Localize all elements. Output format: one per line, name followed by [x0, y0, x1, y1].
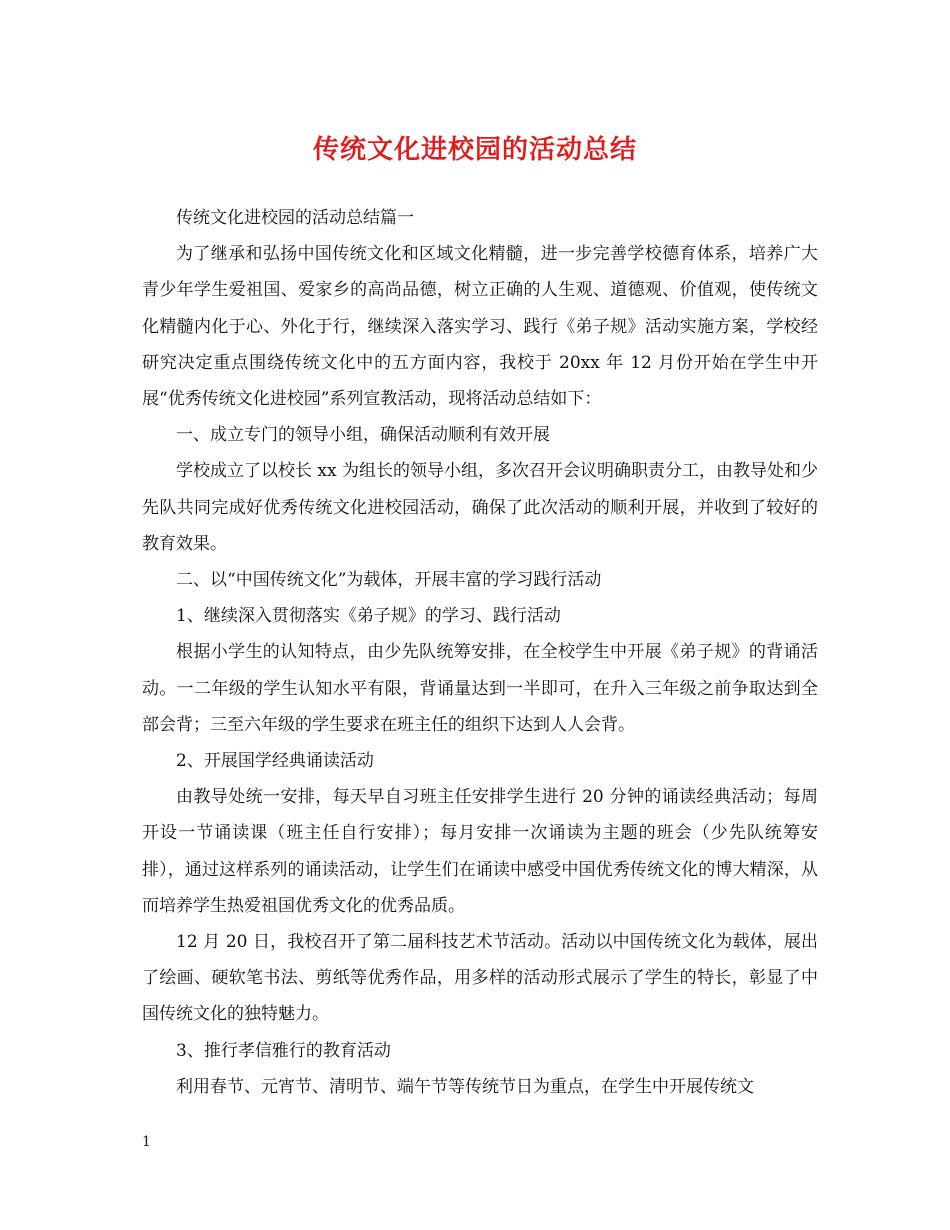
body-paragraph: 由教导处统一安排，每天早自习班主任安排学生进行 20 分钟的诵读经典活动；每周开设一节诵读课（班主任自行安排）；每月安排一次诵读为主题的班会（少先队统筹安排），通过这样系列的诵读活动，让学生们在诵读中感受中国优秀传统文化的博大精深，从而培养学生热爱祖国优秀文化的优秀品质。 — [142, 787, 818, 916]
section-heading: 二、以“中国传统文化”为载体，开展丰富的学习践行活动 — [176, 570, 602, 591]
body-paragraph: 学校成立了以校长 xx 为组长的领导小组，多次召开会议明确职责分工，由教导处和少先队共同完成好优秀传统文化进校园活动，确保了此次活动的顺利开展，并收到了较好的教育效果。 — [142, 461, 818, 554]
document-title: 传统文化进校园的活动总结 — [312, 135, 637, 165]
document-body — [142, 200, 818, 1105]
section-heading: 传统文化进校园的活动总结篇一 — [176, 208, 414, 228]
body-paragraph: 12 月 20 日，我校召开了第二届科技艺术节活动。活动以中国传统文化为载体，展出了绘画、硬软笔书法、剪纸等优秀作品，用多样的活动形式展示了学生的特长，彰显了中国传统文化的独特魅力。 — [142, 932, 818, 1025]
subsection-heading: 1、继续深入贯彻落实《弟子规》的学习、践行活动 — [176, 606, 561, 627]
body-paragraph: 利用春节、元宵节、清明节、端午节等传统节日为重点，在学生中开展传统文 — [176, 1076, 754, 1097]
section-heading: 一、成立专门的领导小组，确保活动顺利有效开展 — [176, 425, 550, 446]
page-number: 1 — [142, 1134, 151, 1150]
body-paragraph: 为了继承和弘扬中国传统文化和区域文化精髓，进一步完善学校德育体系，培养广大青少年学生爱祖国、爱家乡的高尚品德，树立正确的人生观、道德观、价值观，使传统文化精髓内化于心、外化于行，继续深入落实学习、践行《弟子规》活动实施方案，学校经研究决定重点围绕传统文化中的五方面内容，我校于 20xx 年 12 月份开始在学生中开展“优秀传统文化进校园”系列宣教活动，现将活动总结如下： — [142, 244, 818, 410]
subsection-heading: 2、开展国学经典诵读活动 — [176, 751, 374, 772]
body-paragraph: 根据小学生的认知特点，由少先队统筹安排，在全校学生中开展《弟子规》的背诵活动。一二年级的学生认知水平有限，背诵量达到一半即可，在升入三年级之前争取达到全部会背；三至六年级的学生要求在班主任的组织下达到人人会背。 — [142, 642, 818, 735]
subsection-heading: 3、推行孝信雅行的教育活动 — [176, 1040, 391, 1061]
